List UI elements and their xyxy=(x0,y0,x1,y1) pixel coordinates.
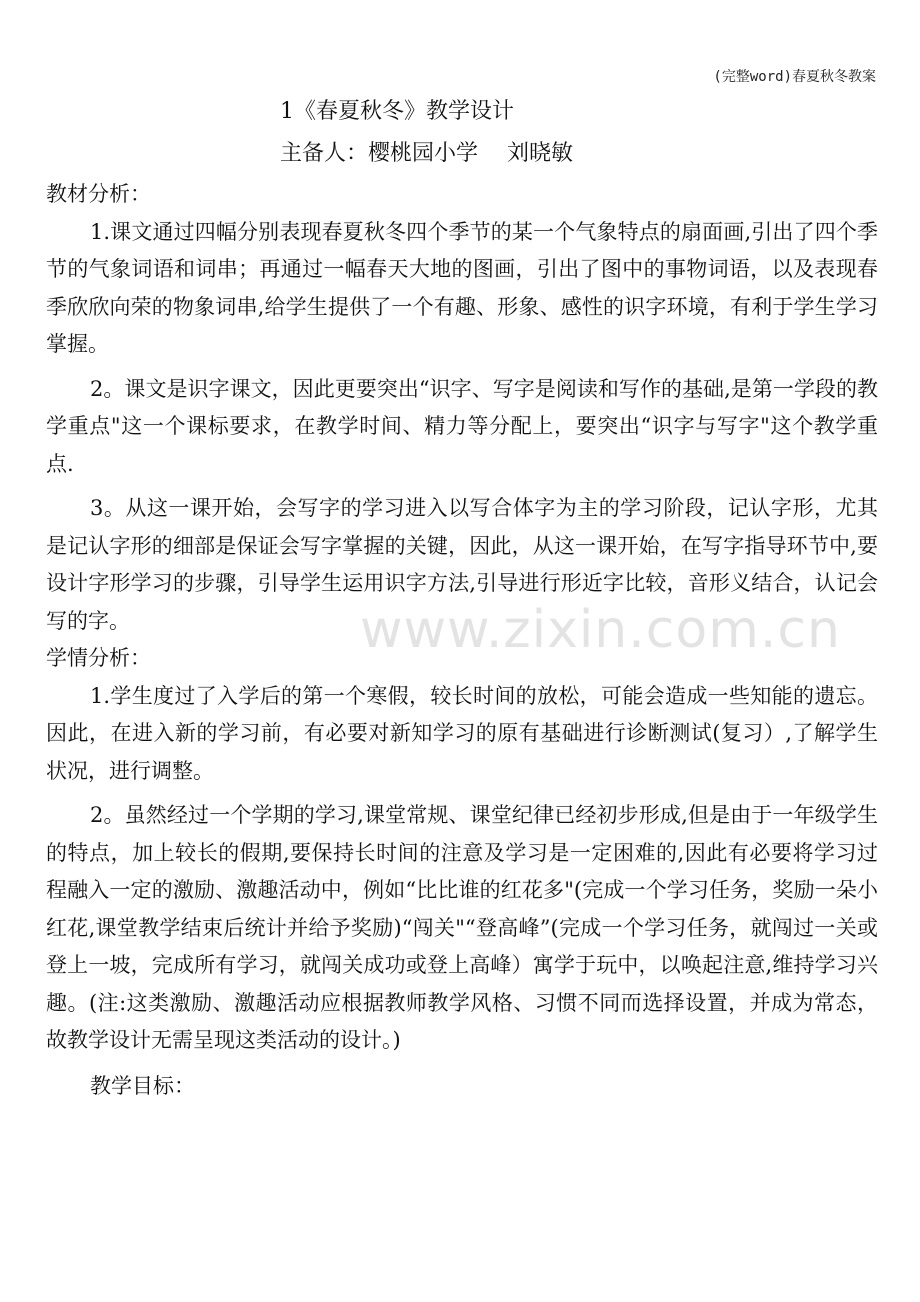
document-title: 1《春夏秋冬》教学设计 xyxy=(280,99,514,124)
document-header-note: (完整word)春夏秋冬教案 xyxy=(713,69,876,85)
document-body xyxy=(46,176,878,1105)
watermark: www.zixin.com.cn xyxy=(360,600,841,660)
section-heading-textbook-analysis: 教材分析： xyxy=(46,182,151,206)
section-heading-teaching-goals: 教学目标： xyxy=(90,1073,195,1098)
section-heading-student-analysis: 学情分析： xyxy=(46,646,151,670)
document-subtitle: 主备人：樱桃园小学 刘晓敏 xyxy=(280,141,573,166)
paragraph-textbook-1: 1.课文通过四幅分别表现春夏秋冬四个季节的某一个气象特点的扇面画,引出了四个季节的气象词语和词串；再通过一幅春天大地的图画，引出了图中的事物词语，以及表现春季欣欣向荣的物象词串,给学生提供了一个有趣、形象、感性的识字环境，有利于学生学习掌握。 xyxy=(46,219,878,356)
paragraph-student-1: 1.学生度过了入学后的第一个寒假，较长时间的放松，可能会造成一些知能的遗忘。因此，在进入新的学习前，有必要对新知学习的原有基础进行诊断测试(复习）,了解学生状况，进行调整。 xyxy=(46,683,878,783)
paragraph-student-2: 2。虽然经过一个学期的学习,课堂常规、课堂纪律已经初步形成,但是由于一年级学生的特点，加上较长的假期,要保持长时间的注意及学习是一定困难的,因此有必要将学习过程融入一定的激励、激趣活动中，例如“比比谁的红花多"(完成一个学习任务，奖励一朵小红花,课堂教学结束后统计并给予奖励)“闯关"“登高峰”(完成一个学习任务，就闯过一关或登上一坡，完成所有学习，就闯关成功或登上高峰）寓学于玩中，以唤起注意,维持学习兴趣。(注:这类激励、激趣活动应根据教师教学风格、习惯不同而选择设置，并成为常态，故教学设计无需呈现这类活动的设计。) xyxy=(46,803,878,1052)
paragraph-textbook-3: 3。从这一课开始，会写字的学习进入以写合体字为主的学习阶段，记认字形，尤其是记认字形的细部是保证会写字掌握的关键，因此，从这一课开始，在写字指导环节中,要设计字形学习的步骤，引导学生运用识字方法,引导进行形近字比较，音形义结合，认记会写的字。 xyxy=(46,496,878,633)
paragraph-textbook-2: 2。课文是识字课文，因此更要突出“识字、写字是阅读和写作的基础,是第一学段的教学重点"这一个课标要求，在教学时间、精力等分配上，要突出“识字与写字"这个教学重点. xyxy=(46,376,878,476)
